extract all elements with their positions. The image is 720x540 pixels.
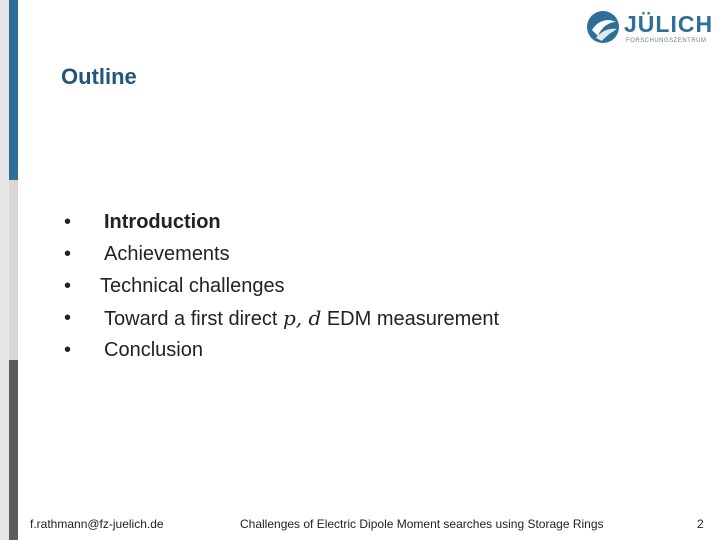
julich-logo [586,8,714,48]
side-bar-light-segment [9,180,18,360]
bullet: • [64,339,72,361]
outline-item-math: p, d [282,306,322,330]
outline-item-text-before: Toward a first direct [104,308,283,330]
outline-item-text-after: EDM measurement [321,308,500,330]
logo-wordmark: JÜLICH [624,11,714,37]
slide-title: Outline [61,64,137,89]
outline-item-text: Achievements [104,243,230,265]
side-bar-blue-segment [9,0,18,180]
side-bar-edge [0,0,9,540]
bullet: • [64,307,72,329]
outline-item-text-composite [104,304,499,333]
outline-item-text: Technical challenges [100,275,285,297]
outline-item-text: Introduction [104,211,221,233]
footer-page-number: 2 [697,517,704,531]
slide-side-bar [0,0,18,540]
logo-subtitle: FORSCHUNGSZENTRUM [626,38,707,44]
footer-talk-title: Challenges of Electric Dipole Moment searches using Storage Rings [240,517,604,531]
side-bar-dark-segment [9,360,18,540]
bullet: • [64,243,72,265]
footer-email: f.rathmann@fz-juelich.de [30,517,164,531]
bullet: • [64,211,72,233]
julich-logo-icon [586,10,620,44]
outline-item-text: Conclusion [104,339,203,361]
bullet: • [64,275,72,297]
